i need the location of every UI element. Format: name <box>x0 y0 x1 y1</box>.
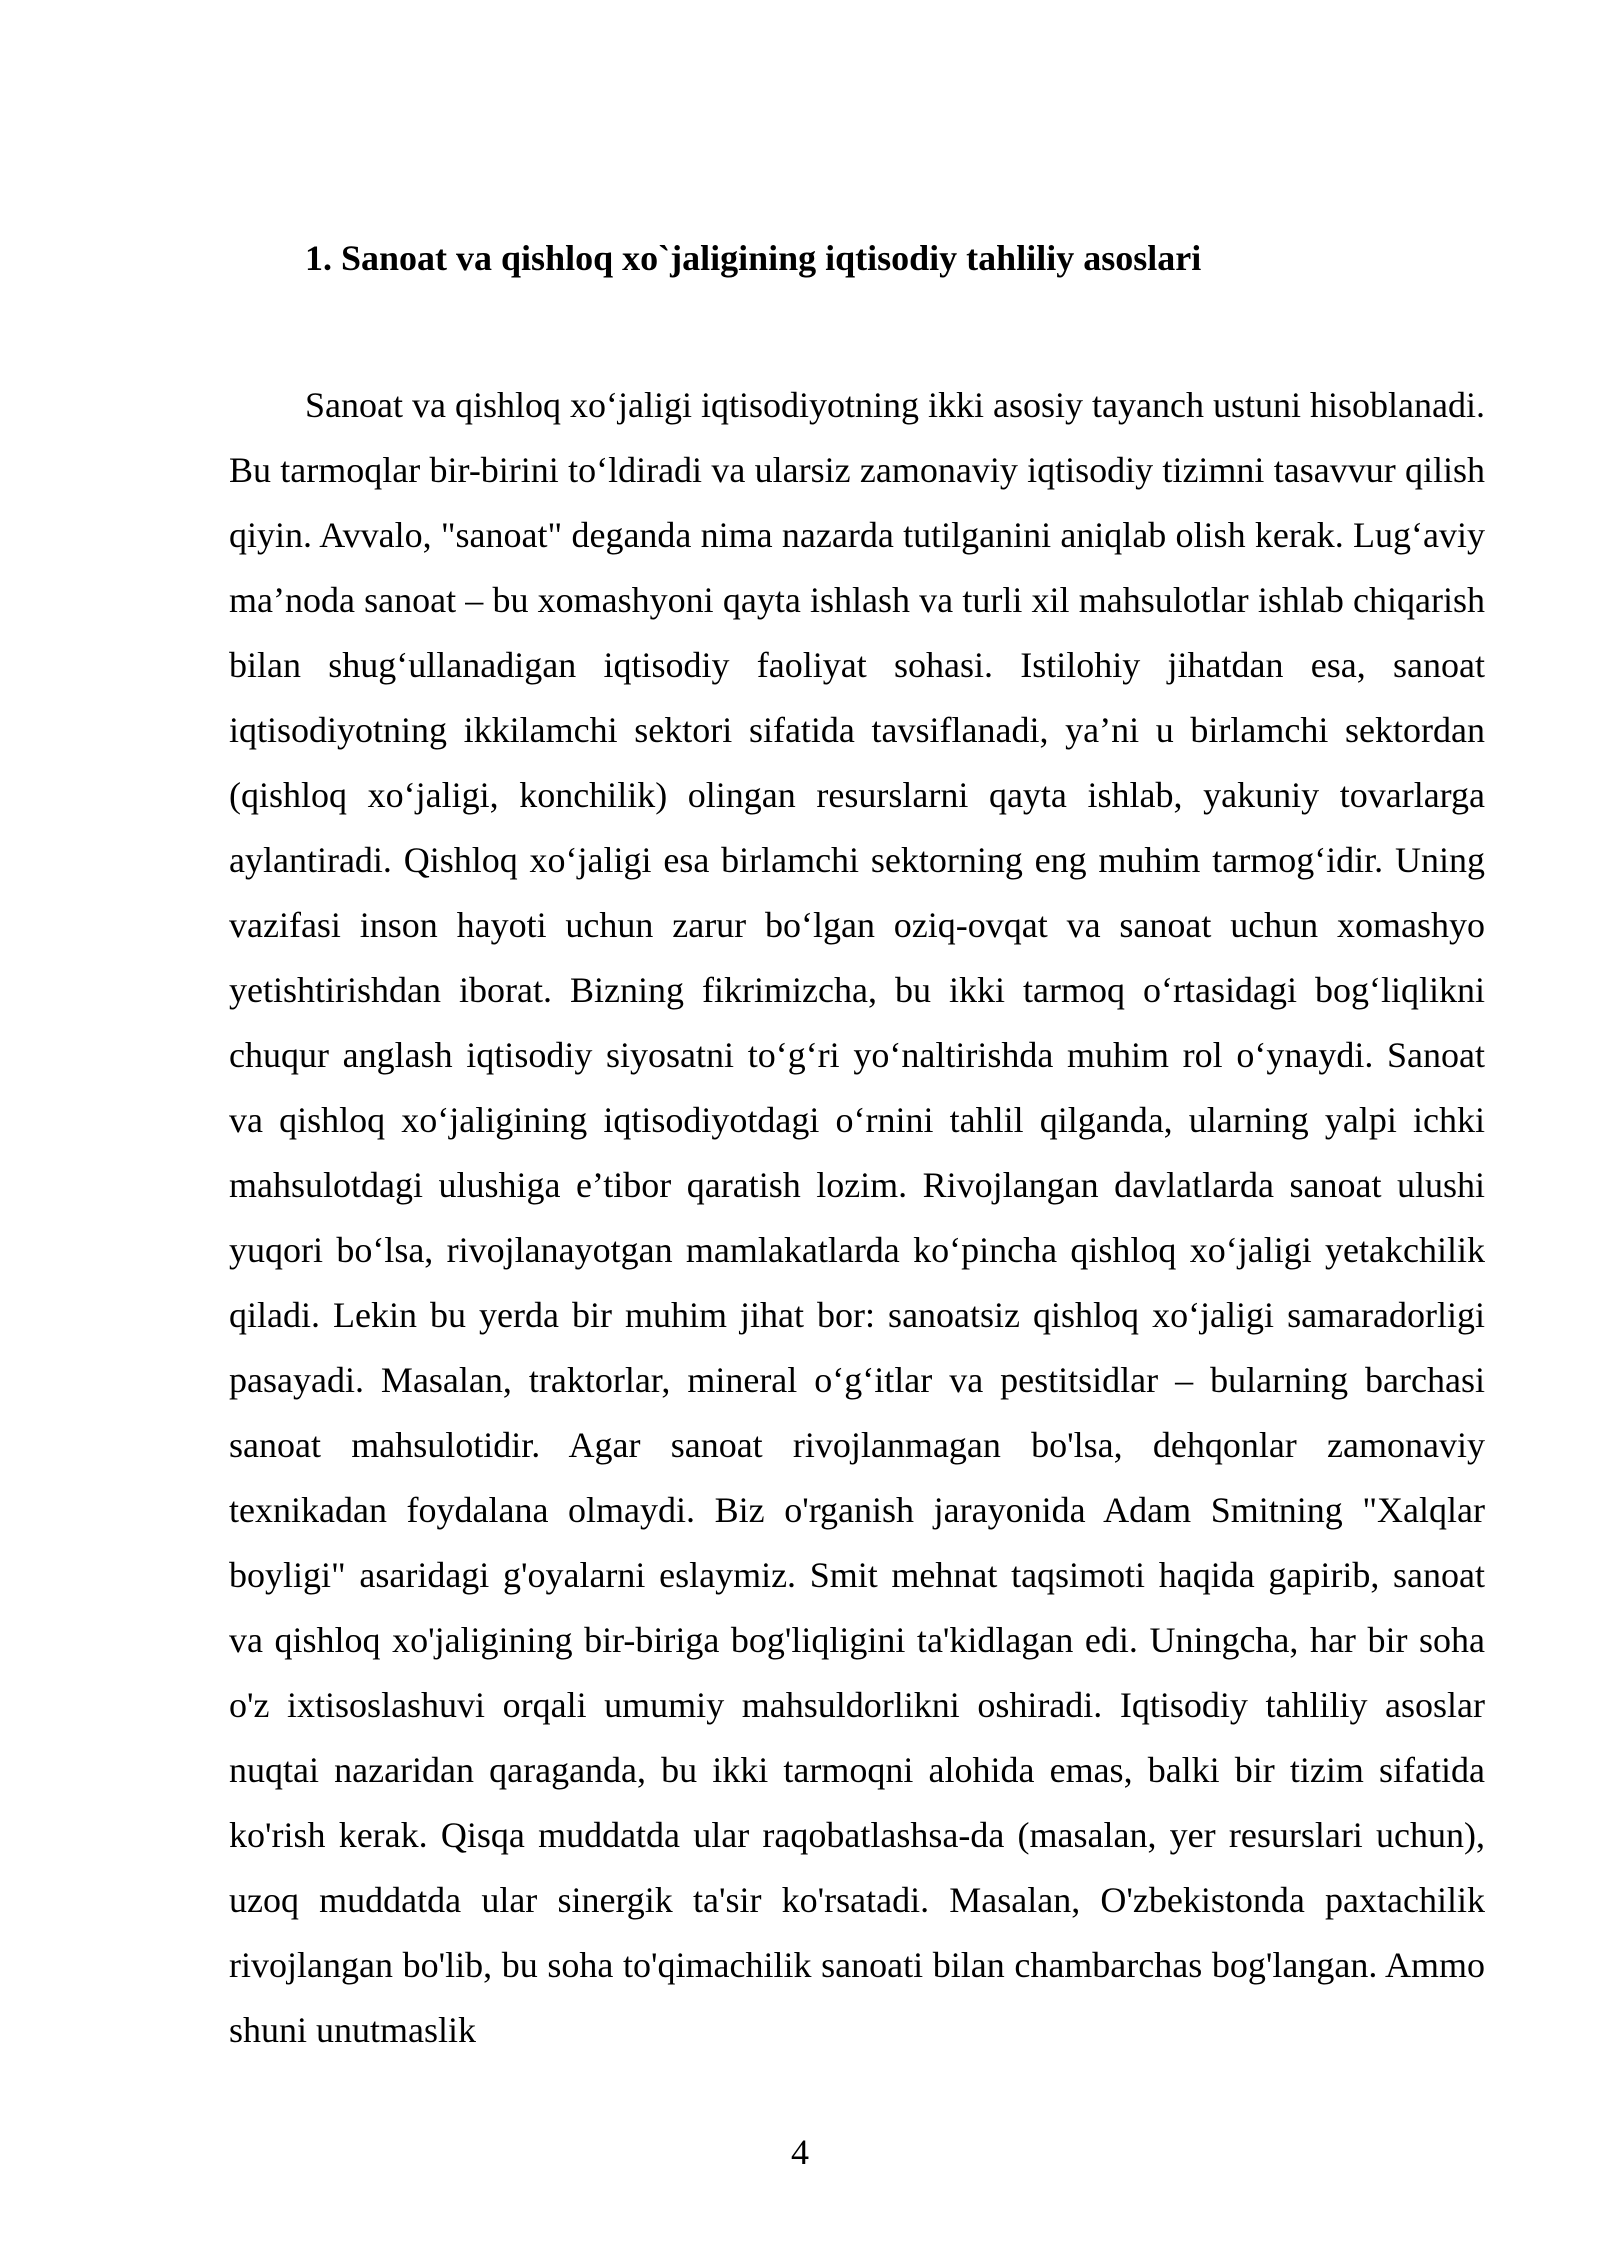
page-number: 4 <box>791 2132 809 2172</box>
section-heading: 1. Sanoat va qishloq xo`jaligining iqtisodiy tahliliy asoslari <box>305 238 1202 278</box>
body-paragraph: Sanoat va qishloq xo‘jaligi iqtisodiyotning ikki asosiy tayanch ustuni hisoblanadi. Bu tarmoqlar bir-birini to‘ldiradi va ularsiz zamonaviy iqtisodiy tizimni tasavvur qilish qiyin. Avvalo, "sanoat" deganda nima nazarda tutilganini aniqlab olish kerak. Lug‘aviy ma’noda sanoat – bu xomashyoni qayta ishlash va turli xil mahsulotlar ishlab chiqarish bilan shug‘ullanadigan iqtisodiy faoliyat sohasi. Istilohiy jihatdan esa, sanoat iqtisodiyotning ikkilamchi sektori sifatida tavsiflanadi, ya’ni u birlamchi sektordan (qishloq xo‘jaligi, konchilik) olingan resurslarni qayta ishlab, yakuniy tovarlarga aylantiradi. Qishloq xo‘jaligi esa birlamchi sektorning eng muhim tarmog‘idir. Uning vazifasi inson hayoti uchun zarur bo‘lgan oziq-ovqat va sanoat uchun xomashyo yetishtirishdan iborat. Bizning fikrimizcha, bu ikki tarmoq o‘rtasidagi bog‘liqlikni chuqur anglash iqtisodiy siyosatni to‘g‘ri yo‘naltirishda muhim rol o‘ynaydi. Sanoat va qishloq xo‘jaligining iqtisodiyotdagi o‘rnini tahlil qilganda, ularning yalpi ichki mahsulotdagi ulushiga e’tibor qaratish lozim. Rivojlangan davlatlarda sanoat ulushi yuqori bo‘lsa, rivojlanayotgan mamlakatlarda ko‘pincha qishloq xo‘jaligi yetakchilik qiladi. Lekin bu yerda bir muhim jihat bor: sanoatsiz qishloq xo‘jaligi samaradorligi pasayadi. Masalan, traktorlar, mineral o‘g‘itlar va pestitsidlar – bularning barchasi sanoat mahsulotidir. Agar sanoat rivojlanmagan bo'lsa, dehqonlar zamonaviy texnikadan foydalana olmaydi. Biz o'rganish jarayonida Adam Smitning "Xalqlar boyligi" asaridagi g'oyalarni eslaymiz. Smit mehnat taqsimoti haqida gapirib, sanoat va qishloq xo'jaligining bir-biriga bog'liqligini ta'kidlagan edi. Uningcha, har bir soha o'z ixtisoslashuvi orqali umumiy mahsuldorlikni oshiradi. Iqtisodiy tahliliy asoslar nuqtai nazaridan qaraganda, bu ikki tarmoqni alohida emas, balki bir tizim sifatida ko'rish kerak. Qisqa muddatda ular raqobatlashsa-da (masalan, yer resurslari uchun), uzoq muddatda ular sinergik ta'sir ko'rsatadi. Masalan, O'zbekistonda paxtachilik rivojlangan bo'lib, bu soha to'qimachilik sanoati bilan chambarchas bog'langan. Ammo shuni unutmaslik <box>229 385 1485 2050</box>
